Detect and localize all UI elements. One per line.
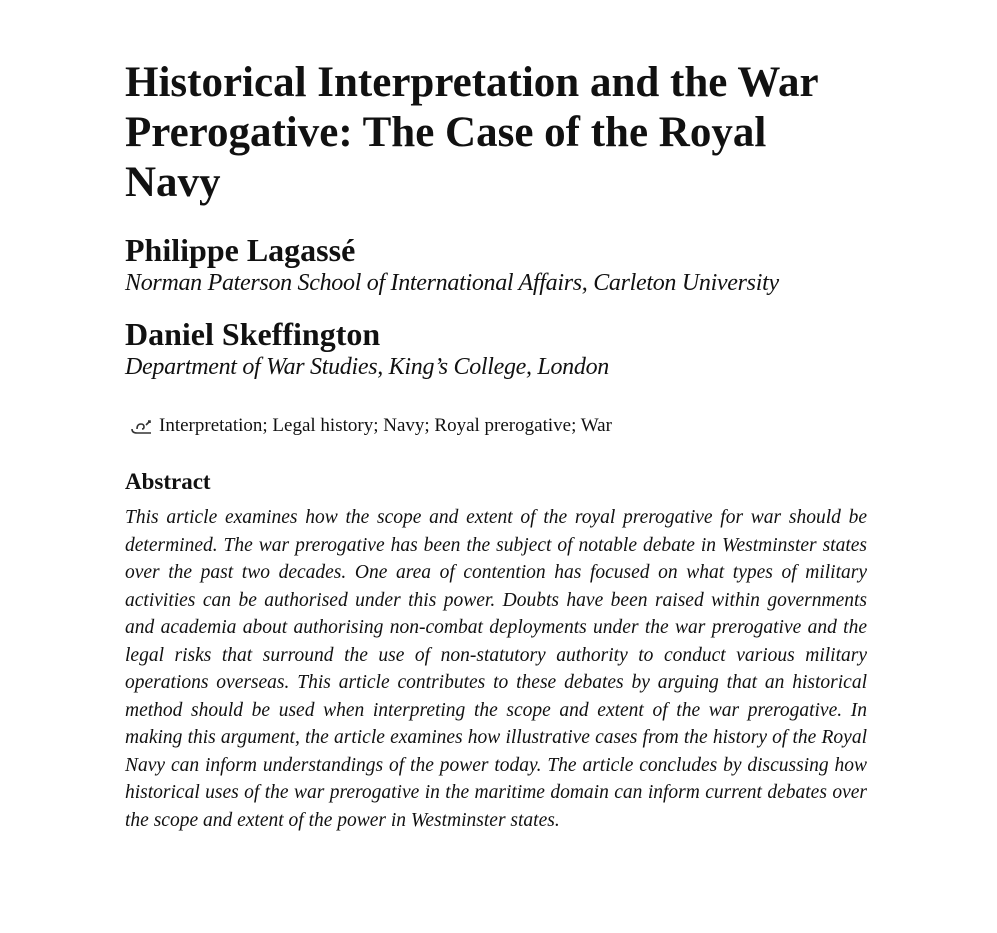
author-block-1 bbox=[125, 232, 867, 298]
abstract-heading: Abstract bbox=[125, 469, 211, 494]
author-affiliation: Norman Paterson School of International Affairs, Carleton University bbox=[125, 270, 779, 296]
abstract-text: This article examines how the scope and extent of the royal prerogative for war should be determined. The war prerogative has been the subject of notable debate in Westminster states over the past two decades. One area of contention has focused on what types of military activities can be authorised under this power. Doubts have been raised within governments and academia about authorising non-combat deployments under the war prerogative and the legal risks that surround the use of non-statutory authority to conduct various military operations overseas. This article contributes to these debates by arguing that an historical method should be used when interpreting the scope and extent of the war prerogative. In making this argument, the article examines how illustrative cases from the history of the Royal Navy can inform understandings of the power today. The article concludes by discussing how historical uses of the war prerogative in the maritime domain can inform current debates over the scope and extent of the power in Westminster states. bbox=[125, 507, 867, 831]
article-title: Historical Interpretation and the War Prerogative: The Case of the Royal Navy bbox=[125, 59, 818, 206]
keywords-text: Interpretation; Legal history; Navy; Royal prerogative; War bbox=[159, 415, 612, 436]
keyword-icon bbox=[129, 417, 155, 435]
author-name[interactable]: Philippe Lagassé bbox=[125, 232, 356, 268]
author-name[interactable]: Daniel Skeffington bbox=[125, 316, 381, 352]
article-header bbox=[125, 58, 867, 834]
keywords-row bbox=[125, 414, 867, 438]
author-block-2 bbox=[125, 316, 867, 382]
author-affiliation: Department of War Studies, King’s College, London bbox=[125, 354, 609, 380]
